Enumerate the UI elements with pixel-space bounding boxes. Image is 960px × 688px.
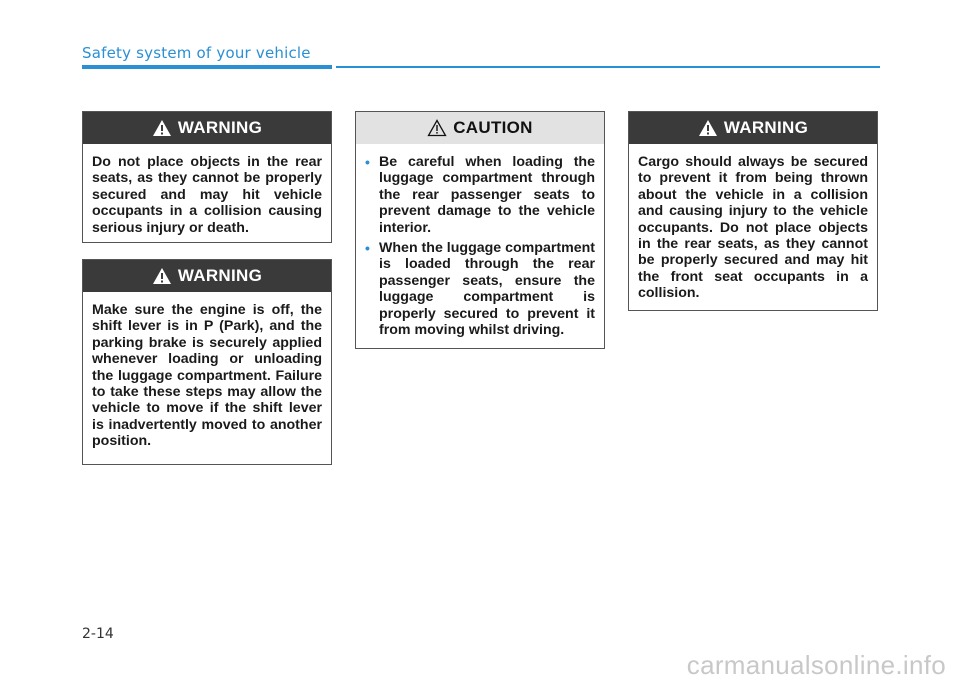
warning-label: WARNING [177,266,263,285]
warning-label: WARNING [177,118,263,137]
warning-box-cargo [628,111,878,311]
warning-header [629,112,877,144]
page-number: 2-14 [82,626,114,642]
caution-label: CAUTION [453,118,533,137]
warning-triangle-icon [698,119,718,137]
warning-box-engine-off [82,259,332,465]
bullet-icon: • [365,240,370,257]
header-rule-thin [336,66,880,68]
caution-body [356,144,604,338]
warning-text: Cargo should always be secured to prevent it from being thrown about the vehicle in a collision and causing injury to the vehicle occupants. Do not place objects in the rear seats, as they cannot be properly secured and may hit the front seat occupants in a collision. [638,154,868,302]
caution-header [356,112,604,144]
warning-label: WARNING [723,118,809,137]
watermark: carmanualsonline.info [686,650,946,680]
caution-item-text: When the luggage compartment is loaded through the rear passenger seats, ensure the luggage compartment is properly secured to prevent it from moving whilst driving. [379,240,595,339]
warning-triangle-icon [152,267,172,285]
caution-list [365,154,595,338]
caution-triangle-icon [427,119,447,137]
section-title: Safety system of your vehicle [82,44,311,62]
warning-header [83,260,331,292]
warning-text: Do not place objects in the rear seats, as they cannot be properly secured and may hit vehicle occupants in a collision causing serious injury or death. [92,154,322,236]
warning-box-rear-seats [82,111,332,243]
caution-item-text: Be careful when loading the luggage compartment through the rear passenger seats to prevent damage to the vehicle interior. [379,154,595,236]
list-item [365,240,595,338]
bullet-icon: • [365,154,370,170]
header-rule-thick [82,65,332,69]
warning-triangle-icon [152,119,172,137]
warning-header [83,112,331,144]
list-item [365,154,595,236]
caution-box-luggage [355,111,605,349]
warning-text: Make sure the engine is off, the shift lever is in P (Park), and the parking brake is securely applied whenever loading or unloading the luggage compartment. Failure to take these steps may allow the vehicle to move if the shift lever is inadvertently moved to another position. [92,302,322,450]
